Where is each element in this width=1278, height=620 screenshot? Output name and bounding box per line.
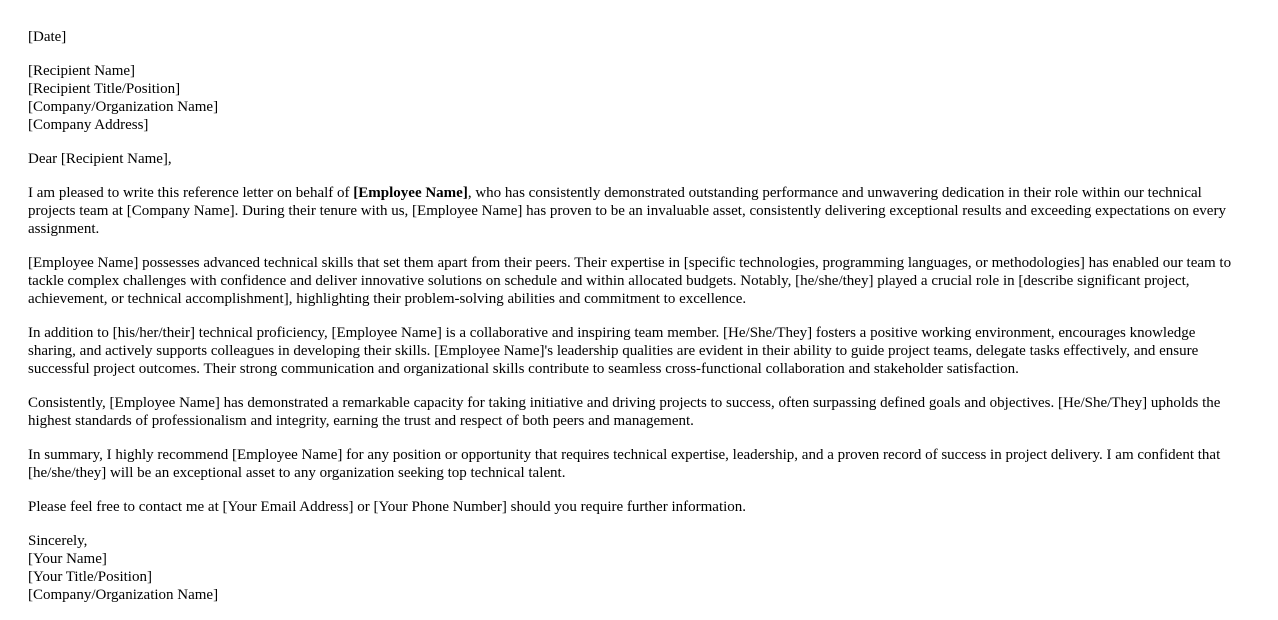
- paragraph-summary: In summary, I highly recommend [Employee Name] for any position or opportunity that requires technical expertise, leadership, and a proven record of success in project delivery. I am confident that [he/she/they] will be an exceptional asset to any organization seeking top technical talent.: [28, 447, 1221, 481]
- sender-company: [Company/Organization Name]: [28, 587, 219, 603]
- letter-date: [Date]: [28, 29, 67, 45]
- recipient-name: [Recipient Name]: [28, 63, 136, 79]
- paragraph-contact: Please feel free to contact me at [Your Email Address] or [Your Phone Number] should you require further information.: [28, 499, 747, 515]
- recipient-title: [Recipient Title/Position]: [28, 81, 181, 97]
- employee-name-bold: [Employee Name]: [353, 185, 468, 201]
- sign-off: Sincerely,: [28, 533, 88, 549]
- paragraph-introduction-start: I am pleased to write this reference letter on behalf of: [28, 185, 354, 201]
- paragraph-introduction-rest: , who has consistently demonstrated outstanding performance and unwavering dedication in their role within our technical projects team at [Company Name]. During their tenure with us, [Employee Name] has proven to be an invaluable asset, consistently delivering exceptional results and exceeding expectations on every assignment.: [28, 185, 1226, 237]
- paragraph-introduction: [28, 184, 1246, 238]
- recipient-address-block: [28, 62, 1246, 134]
- date-block: [28, 28, 1246, 46]
- reference-letter: [28, 28, 1246, 620]
- sender-title: [Your Title/Position]: [28, 569, 152, 585]
- paragraph-teamwork: In addition to [his/her/their] technical proficiency, [Employee Name] is a collaborative and inspiring team member. [He/She/They] fosters a positive working environment, encourages knowledge sharing, and actively supports colleagues in developing their skills. [Employee Name]'s leadership qualities are evident in their ability to guide project teams, delegate tasks effectively, and ensure successful project outcomes. Their strong communication and organizational skills contribute to seamless cross-functional collaboration and stakeholder satisfaction.: [28, 325, 1199, 377]
- salutation: Dear [Recipient Name],: [28, 151, 172, 167]
- recipient-company: [Company/Organization Name]: [28, 99, 219, 115]
- signature-block: [28, 532, 1246, 604]
- sender-name: [Your Name]: [28, 551, 107, 567]
- paragraph-technical-skills: [Employee Name] possesses advanced technical skills that set them apart from their peers. Their expertise in [specific technologies, programming languages, or methodologies] has enabled our team to tackle complex challenges with confidence and deliver innovative solutions on schedule and within allocated budgets. Notably, [he/she/they] played a crucial role in [describe significant project, achievement, or technical accomplishment], highlighting their problem-solving abilities and commitment to excellence.: [28, 255, 1232, 307]
- paragraph-initiative: Consistently, [Employee Name] has demonstrated a remarkable capacity for taking initiative and driving projects to success, often surpassing defined goals and objectives. [He/She/They] upholds the highest standards of professionalism and integrity, earning the trust and respect of both peers and management.: [28, 395, 1221, 429]
- recipient-address: [Company Address]: [28, 117, 149, 133]
